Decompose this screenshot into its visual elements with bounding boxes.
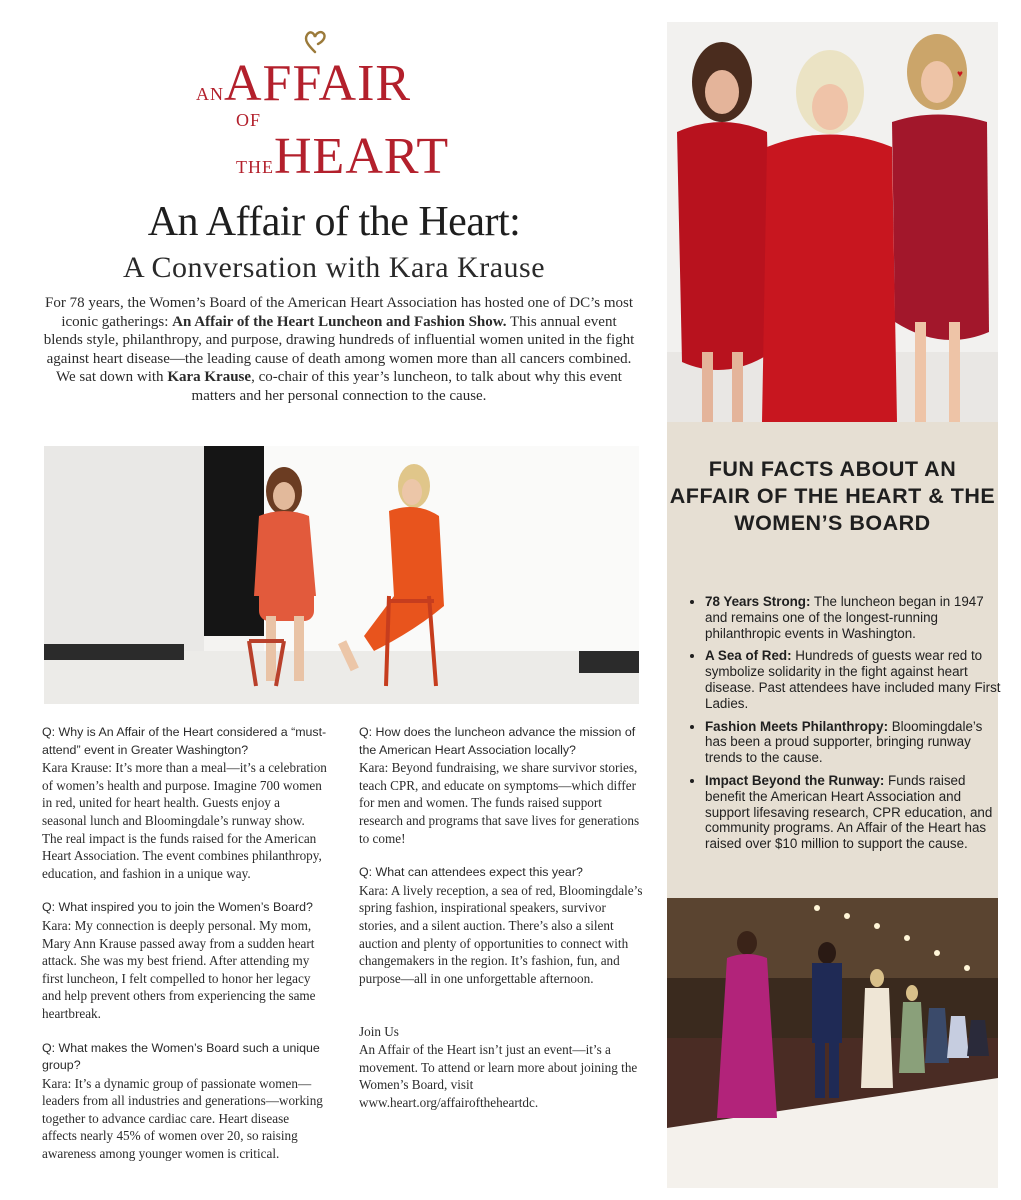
article-intro: For 78 years, the Women’s Board of the American Heart Association has hosted one of DC’s most iconic gatherings: An Affair of the Heart Luncheon and Fashion Show. This annual event blends style, philanthropy, and purpose, drawing hundreds of influential women united in the fight against heart disease—the leading cause of death among women more than all cancers combined. We sat down with Kara Krause, co-chair of this year’s luncheon, to talk about why this event matters and her personal connection to the cause. xyxy=(43,295,635,404)
runway-show-photo xyxy=(667,898,998,1188)
heart-icon xyxy=(304,30,326,54)
fun-facts-box xyxy=(667,422,1001,898)
qa-item xyxy=(359,864,644,987)
fun-fact-item: • Fashion Meets Philanthropy: Bloomingdale’s has been a proud supporter, bringing runway trends to the cause. xyxy=(705,719,1005,766)
qa-answer: Kara: It’s a dynamic group of passionate women—leaders from all industries and generations—working together to advance cardiac care. Heart disease affects nearly 45% of women over 20, so raising awareness among younger women is critical. xyxy=(42,1075,323,1162)
qa-item xyxy=(42,1040,327,1163)
qa-question: Q: Why is An Affair of the Heart considered a “must-attend” event in Greater Washington? xyxy=(42,725,327,757)
qa-answer: Kara Krause: It’s more than a meal—it’s a celebration of women’s health and purpose. Imagine 700 women in red, united for heart health. Guests enjoy a seasonal lunch and Bloomingdale’s runway show. The real impact is the funds raised for the American Heart Association. The event combines philanthropy, education, and fashion in a unique way. xyxy=(42,760,327,881)
fun-fact-item: • 78 Years Strong: The luncheon began in 1947 and remains one of the longest-running philanthropic events in Washington. xyxy=(705,594,1005,641)
fun-fact-item: • A Sea of Red: Hundreds of guests wear red to symbolize solidarity in the fight against heart disease. Past attendees have included many First Ladies. xyxy=(705,648,1005,711)
fun-fact-item: • Impact Beyond the Runway: Funds raised benefit the American Heart Association and support lifesaving research, CPR education, and community programs. An Affair of the Heart has raised over $10 million to support the cause. xyxy=(705,773,1005,852)
qa-question: Q: How does the luncheon advance the mission of the American Heart Association locally? xyxy=(359,725,636,757)
join-heading: Join Us xyxy=(359,1024,399,1040)
qa-question: Q: What makes the Women’s Board such a unique group? xyxy=(42,1040,320,1073)
qa-answer: Kara: My connection is deeply personal. My mom, Mary Ann Krause passed away from a sudden heart attack. She was my best friend. After attending my first luncheon, I felt compelled to honor her legacy and help prevent others from experiencing the same heartbreak. xyxy=(42,917,316,1021)
stage-interview-photo xyxy=(44,446,639,704)
qa-item xyxy=(42,724,327,882)
qa-answer: Kara: Beyond fundraising, we share survivor stories, teach CPR, and educate on symptoms—which differ for men and women. The funds raised support research and programs that save lives for generations to come! xyxy=(359,760,640,846)
article-subtitle: A Conversation with Kara Krause xyxy=(122,251,546,284)
logo-line-1: ANAFFAIR xyxy=(196,55,412,112)
qa-question: Q: What inspired you to join the Women’s Board? xyxy=(42,900,313,915)
qa-answer: Kara: A lively reception, a sea of red, Bloomingdale’s spring fashion, inspirational speakers, survivor stories, and a silent auction. There’s also a silent auction and plenty of opportunities to connect with changemakers in the region. It’s fashion, fun, and purpose—all in one unforgettable afternoon. xyxy=(359,882,643,986)
join-text: An Affair of the Heart isn’t just an event—it’s a movement. To attend or learn more about joining the Women’s Board, visit www.heart.org/affairoftheheartdc. xyxy=(359,1041,638,1110)
article-title: An Affair of the Heart: xyxy=(147,199,521,245)
qa-item xyxy=(42,899,327,1022)
logo-line-2: OF THEHEART xyxy=(236,110,450,185)
fun-facts-list xyxy=(689,594,1005,859)
qa-column-left xyxy=(42,724,327,1180)
fun-facts-title: FUN FACTS ABOUT AN AFFAIR OF THE HEART & THE WOMEN’S BOARD xyxy=(669,457,996,535)
qa-column-right xyxy=(359,724,644,1128)
svg-text:♥: ♥ xyxy=(957,69,963,80)
qa-item xyxy=(359,724,644,847)
join-section xyxy=(359,1023,644,1111)
red-dress-group-photo xyxy=(667,22,998,422)
event-logo xyxy=(196,30,466,185)
qa-question: Q: What can attendees expect this year? xyxy=(359,865,583,880)
